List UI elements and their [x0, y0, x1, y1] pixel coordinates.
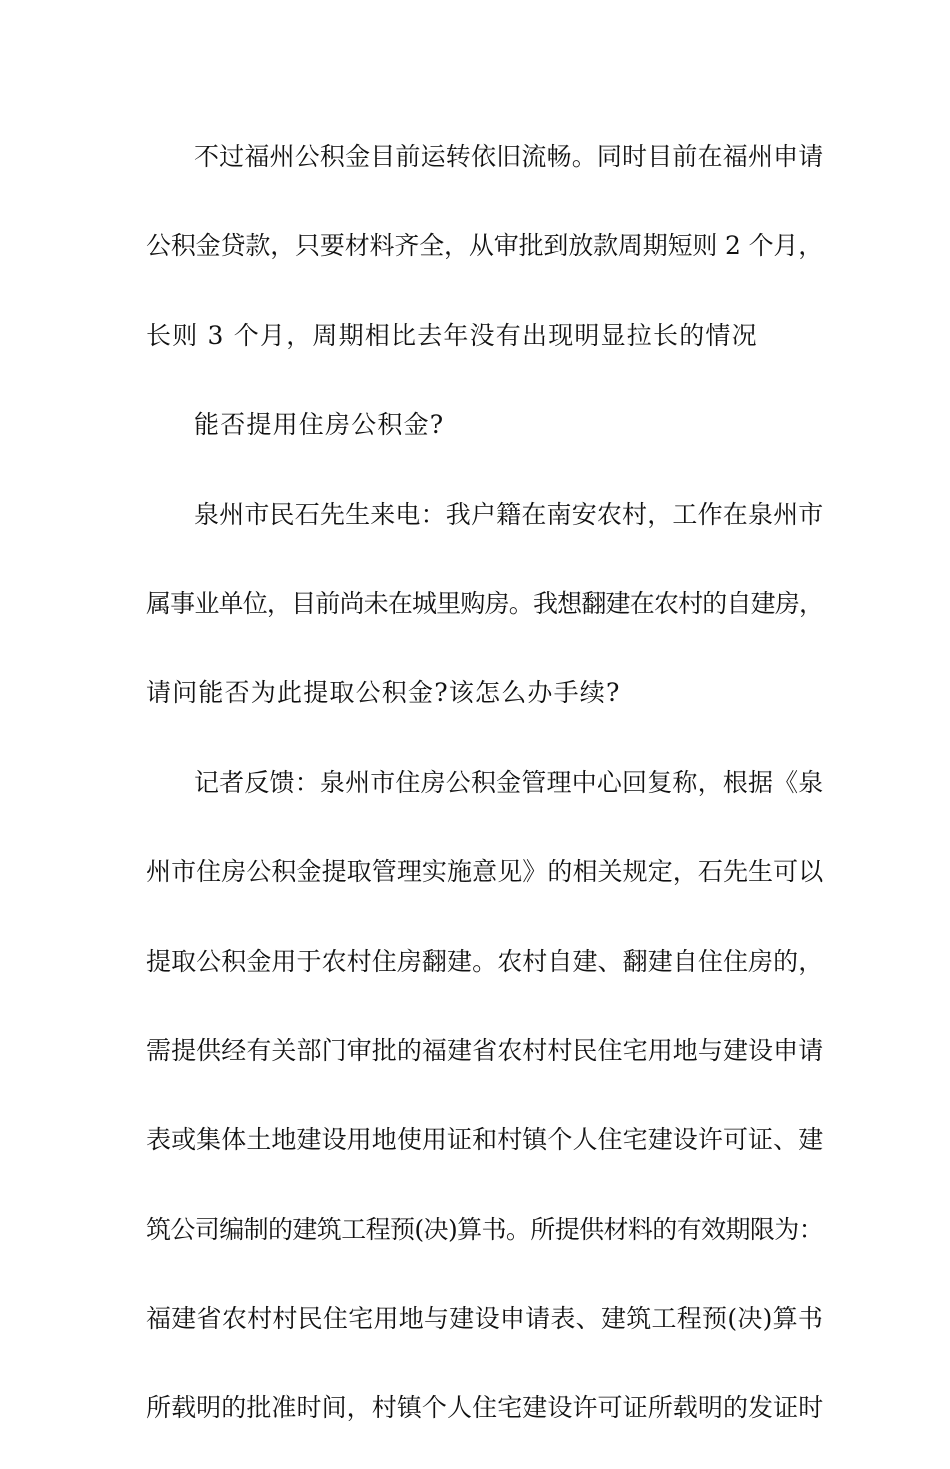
paragraph-line: 公积金贷款，只要材料齐全，从审批到放款周期短则 2 个月， [146, 231, 824, 261]
paragraph-line: 福建省农村村民住宅用地与建设申请表、建筑工程预(决)算书 [146, 1304, 824, 1334]
paragraph-line: 泉州市民石先生来电：我户籍在南安农村，工作在泉州市 [194, 499, 824, 529]
paragraph-line: 属事业单位，目前尚未在城里购房。我想翻建在农村的自建房， [146, 588, 824, 618]
paragraph-line: 需提供经有关部门审批的福建省农村村民住宅用地与建设申请 [146, 1035, 824, 1065]
paragraph-line: 请问能否为此提取公积金?该怎么办手续? [146, 678, 621, 708]
paragraph-line: 不过福州公积金目前运转依旧流畅。同时目前在福州申请 [194, 142, 824, 171]
paragraph-line: 筑公司编制的建筑工程预(决)算书。所提供材料的有效期限为： [146, 1214, 824, 1244]
paragraph-line: 表或集体土地建设用地使用证和村镇个人住宅建设许可证、建 [146, 1125, 824, 1155]
paragraph-line: 州市住房公积金提取管理实施意见》的相关规定，石先生可以 [146, 857, 824, 887]
paragraph-line: 长则 3 个月，周期相比去年没有出现明显拉长的情况 [146, 320, 758, 350]
section-heading: 能否提用住房公积金? [194, 410, 445, 440]
paragraph-line: 提取公积金用于农村住房翻建。农村自建、翻建自住住房的， [146, 946, 824, 976]
paragraph-line: 记者反馈：泉州市住房公积金管理中心回复称，根据《泉 [194, 767, 824, 797]
paragraph-line: 所载明的批准时间，村镇个人住宅建设许可证所载明的发证时 [146, 1393, 824, 1423]
document-body [146, 128, 826, 1469]
